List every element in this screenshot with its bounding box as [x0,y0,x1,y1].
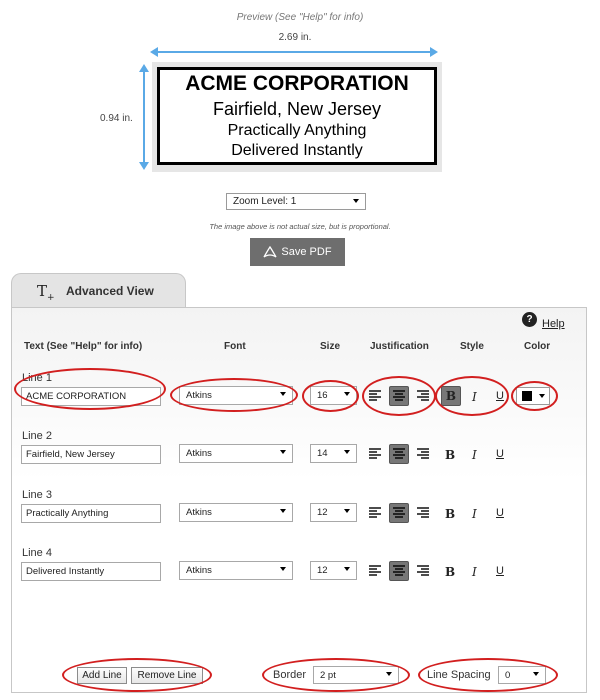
line-text-input[interactable] [21,562,161,581]
font-select-value: Atkins [186,507,212,518]
zoom-select-value: Zoom Level: 1 [233,196,297,207]
header-size: Size [320,341,341,352]
line-spacing-label: Line Spacing [427,669,491,681]
size-select-value: 14 [317,448,328,459]
align-center-icon [392,389,406,403]
color-select[interactable] [516,387,550,405]
header-color: Color [524,341,551,352]
font-select-value: Atkins [186,390,212,401]
line-text-input[interactable] [21,387,161,406]
italic-button[interactable]: I [472,390,477,404]
size-select-value: 12 [317,565,328,576]
line-spacing-select[interactable] [498,666,546,684]
align-center-icon [392,564,406,578]
underline-button[interactable]: U [496,448,504,460]
italic-button[interactable]: I [472,565,477,579]
bold-button[interactable]: B [445,565,456,579]
line-label: Line 4 [22,547,52,559]
font-select[interactable] [179,386,293,405]
font-select[interactable] [179,561,293,580]
line-label: Line 1 [22,372,52,384]
header-style: Style [460,341,484,352]
text-tool-icon: $T_+$ [37,282,55,303]
header-justification: Justification [370,341,429,352]
chevron-down-icon [539,394,545,398]
chevron-down-icon [344,450,350,454]
align-right-icon[interactable] [416,564,430,578]
chevron-down-icon [353,199,359,203]
size-select[interactable] [310,386,357,405]
stamp-line-2: Fairfield, New Jersey [212,99,382,119]
color-swatch [522,391,532,401]
width-dimension-arrow [150,40,440,60]
bold-button[interactable]: B [445,507,456,521]
align-left-icon[interactable] [368,447,382,461]
chevron-down-icon [533,672,539,676]
align-center-button[interactable] [389,561,409,581]
bold-icon: B [445,389,457,403]
line-text-value: Delivered Instantly [26,566,105,577]
border-select-value: 2 pt [320,670,336,681]
chevron-down-icon [386,672,392,676]
align-center-icon [392,447,406,461]
chevron-down-icon [344,392,350,396]
help-icon[interactable]: ? [522,312,537,327]
save-pdf-label: Save PDF [281,246,332,258]
bold-button[interactable] [441,386,461,406]
underline-button[interactable]: U [496,507,504,519]
align-center-button[interactable] [389,444,409,464]
chevron-down-icon [280,567,286,571]
size-select[interactable] [310,444,357,463]
line-text-value: ACME CORPORATION [26,391,127,402]
border-label: Border [273,669,307,681]
advanced-panel [11,307,587,693]
border-select[interactable] [313,666,399,684]
save-pdf-button[interactable] [250,238,345,266]
line-spacing-value: 0 [505,670,511,681]
bold-button[interactable]: B [445,448,456,462]
italic-button[interactable]: I [472,507,477,521]
font-select-value: Atkins [186,448,212,459]
align-center-button[interactable] [389,386,409,406]
line-text-value: Fairfield, New Jersey [26,449,115,460]
stamp-line-1: ACME CORPORATION [185,72,409,95]
underline-button[interactable]: U [496,565,504,577]
align-left-icon[interactable] [368,564,382,578]
align-left-icon[interactable] [368,506,382,520]
font-select[interactable] [179,444,293,463]
font-select-value: Atkins [186,565,212,576]
size-select[interactable] [310,503,357,522]
tab-advanced-view-label: Advanced View [66,284,154,298]
remove-line-label: Remove Line [137,670,197,681]
chevron-down-icon [280,450,286,454]
height-label: 0.94 in. [100,113,133,124]
stamp-line-3: Practically Anything [227,122,367,139]
stamp-line-4: Delivered Instantly [231,142,363,159]
italic-button[interactable]: I [472,448,477,462]
underline-button[interactable]: U [496,390,504,402]
tab-advanced-view[interactable] [11,273,186,309]
zoom-select[interactable] [226,193,366,210]
line-text-input[interactable] [21,504,161,523]
line-label: Line 2 [22,430,52,442]
line-label: Line 3 [22,489,52,501]
align-center-icon [392,506,406,520]
width-label: 2.69 in. [278,32,312,43]
align-right-icon[interactable] [416,447,430,461]
line-text-input[interactable] [21,445,161,464]
chevron-down-icon [344,509,350,513]
size-select[interactable] [310,561,357,580]
preview-title: Preview (See "Help" for info) [236,12,364,23]
chevron-down-icon [280,509,286,513]
help-link[interactable]: Help [542,318,565,330]
height-dimension-arrow [134,64,154,170]
align-right-icon[interactable] [416,506,430,520]
add-line-button[interactable] [77,667,127,684]
header-text: Text (See "Help" for info) [24,341,143,352]
chevron-down-icon [280,392,286,396]
font-select[interactable] [179,503,293,522]
add-line-label: Add Line [82,670,122,681]
align-left-icon[interactable] [368,389,382,403]
line-text-value: Practically Anything [26,508,109,519]
remove-line-button[interactable] [131,667,203,684]
chevron-down-icon [344,567,350,571]
align-right-icon[interactable] [416,389,430,403]
align-center-button[interactable] [389,503,409,523]
pdf-icon [263,246,277,258]
size-select-value: 12 [317,507,328,518]
size-select-value: 16 [317,390,328,401]
header-font: Font [224,341,246,352]
proportion-note: The image above is not actual size, but is proportional. [209,222,391,231]
